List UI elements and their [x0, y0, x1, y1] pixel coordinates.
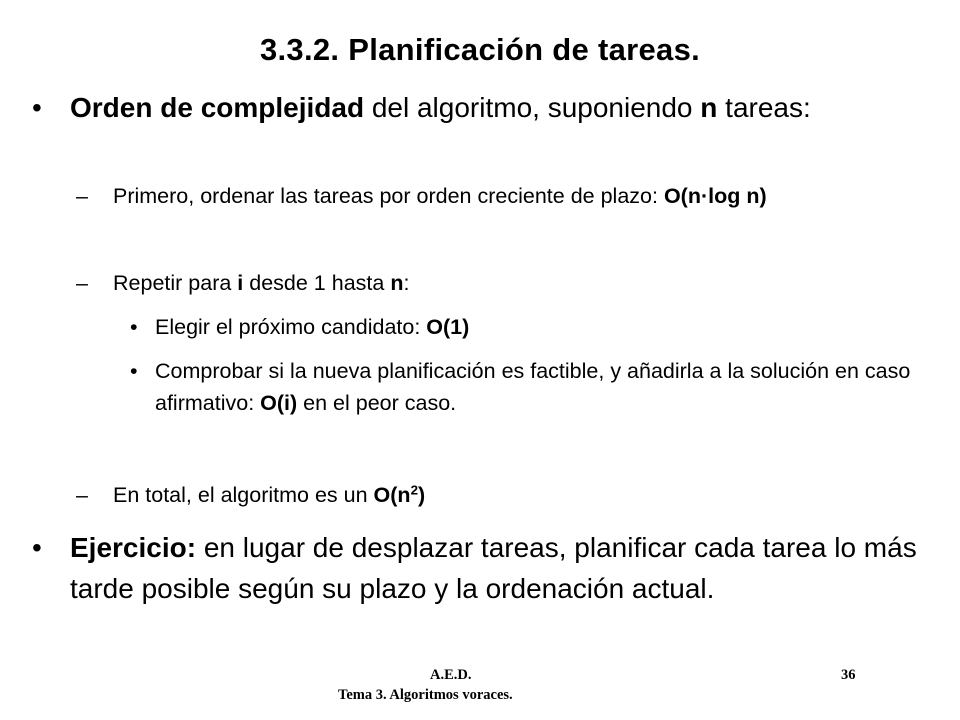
subbullet-text: Repetir para i desde 1 hasta n: — [113, 271, 410, 295]
footer-topic: Tema 3. Algoritmos voraces. — [338, 687, 513, 703]
variable-i: i — [237, 271, 244, 295]
bullet-complexity — [32, 87, 922, 128]
subsubbullet-choose — [130, 311, 930, 343]
bullet-exercise — [32, 527, 922, 609]
subbullet-total — [76, 479, 926, 511]
dash-marker: – — [76, 483, 88, 507]
subbullet-text: Primero, ordenar las tareas por orden creciente de plazo: O(n·log n) — [113, 184, 767, 208]
bullet-marker: • — [32, 532, 42, 563]
bullet-marker: • — [32, 92, 42, 123]
complexity-value: $O(n^2)$ — [373, 482, 426, 507]
subbullet-text: En total, el algoritmo es un $O(n^2)$ — [113, 482, 426, 507]
subbullet-sort — [76, 180, 926, 212]
bullet-text: Orden de complejidad del algoritmo, suponiendo n tareas: — [70, 92, 811, 123]
footer-course: A.E.D. — [430, 667, 472, 683]
subbullet-repeat — [76, 267, 926, 299]
slide-title: 3.3.2. Planificación de tareas. — [259, 32, 701, 67]
variable-n: n — [390, 271, 404, 295]
variable-n: n — [700, 92, 718, 123]
bullet-text: Ejercicio: en lugar de desplazar tareas, planificar cada tarea lo más tarde posible según su plazo y la ordenación actual. — [70, 532, 917, 604]
complexity-value: O(1) — [426, 315, 470, 339]
subsubbullet-text: Elegir el próximo candidato: O(1) — [155, 315, 470, 339]
subsubbullet-text: Comprobar si la nueva planificación es factible, y añadirla a la solución en caso afirmativo: O(i) en el peor caso. — [155, 359, 911, 415]
bullet-strong: Ejercicio: — [70, 532, 197, 563]
dash-marker: – — [76, 184, 88, 208]
complexity-value: O(n·log n) — [663, 184, 767, 208]
bullet-marker: • — [130, 315, 138, 339]
subsubbullet-check — [130, 355, 930, 419]
footer-page-number: 36 — [841, 667, 856, 683]
complexity-value: O(i) — [260, 391, 298, 415]
dash-marker: – — [76, 271, 88, 295]
bullet-marker: • — [130, 359, 138, 383]
bullet-strong: Orden de complejidad — [70, 92, 365, 123]
exponent: 2 — [410, 482, 418, 498]
